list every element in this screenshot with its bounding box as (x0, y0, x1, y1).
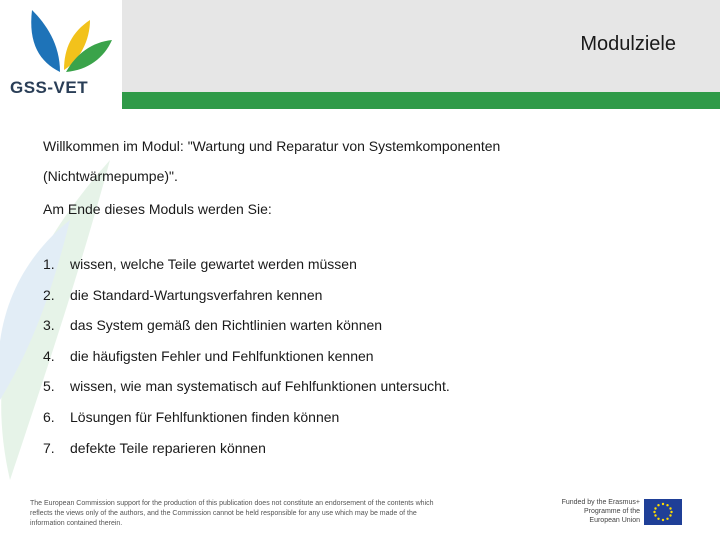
header-accent-bar (122, 92, 720, 109)
module-content (43, 137, 663, 469)
list-item (43, 377, 663, 395)
list-number: 1. (43, 256, 55, 272)
list-number: 4. (43, 347, 55, 364)
list-number: 3. (43, 317, 55, 334)
list-item (43, 408, 663, 426)
list-text: die häufigsten Fehler und Fehlfunktionen kennen (70, 347, 374, 364)
intro-paragraph (43, 137, 663, 185)
list-text: defekte Teile reparieren können (70, 439, 266, 456)
list-number: 7. (43, 439, 55, 456)
list-number: 2. (43, 286, 55, 303)
list-item (43, 316, 663, 334)
logo-text: GSS-VET (10, 78, 89, 97)
list-text: die Standard-Wartungsverfahren kennen (70, 286, 323, 303)
list-number: 6. (43, 408, 55, 425)
list-text: wissen, wie man systematisch auf Fehlfunktionen untersucht. (70, 378, 450, 395)
objectives-list (43, 255, 663, 457)
eu-disclaimer: The European Commission support for the production of this publication does not constitute an endorsement of the contents which reflects the views only of the authors, and the Commission cannot be held responsible for any use which may be made of the information contained therein. (30, 500, 434, 527)
lead-text: Am Ende dieses Moduls werden Sie: (43, 201, 272, 217)
list-item (43, 347, 663, 365)
list-number: 5. (43, 378, 55, 395)
eu-flag-icon (644, 499, 682, 525)
list-text: das System gemäß den Richtlinien warten können (70, 317, 383, 334)
page-title: Modulziele (580, 33, 676, 55)
list-item (43, 286, 663, 304)
intro-line-2: (Nichtwärmepumpe)". (43, 168, 178, 184)
intro-line-1: Willkommen im Modul: "Wartung und Reparatur von Systemkomponenten (43, 138, 501, 154)
list-text: wissen, welche Teile gewartet werden müssen (70, 256, 357, 272)
list-text: Lösungen für Fehlfunktionen finden können (70, 408, 340, 425)
list-item (43, 255, 663, 273)
funded-by-text: Funded by the Erasmus+ Programme of the European Union (561, 499, 640, 524)
list-item (43, 439, 663, 457)
